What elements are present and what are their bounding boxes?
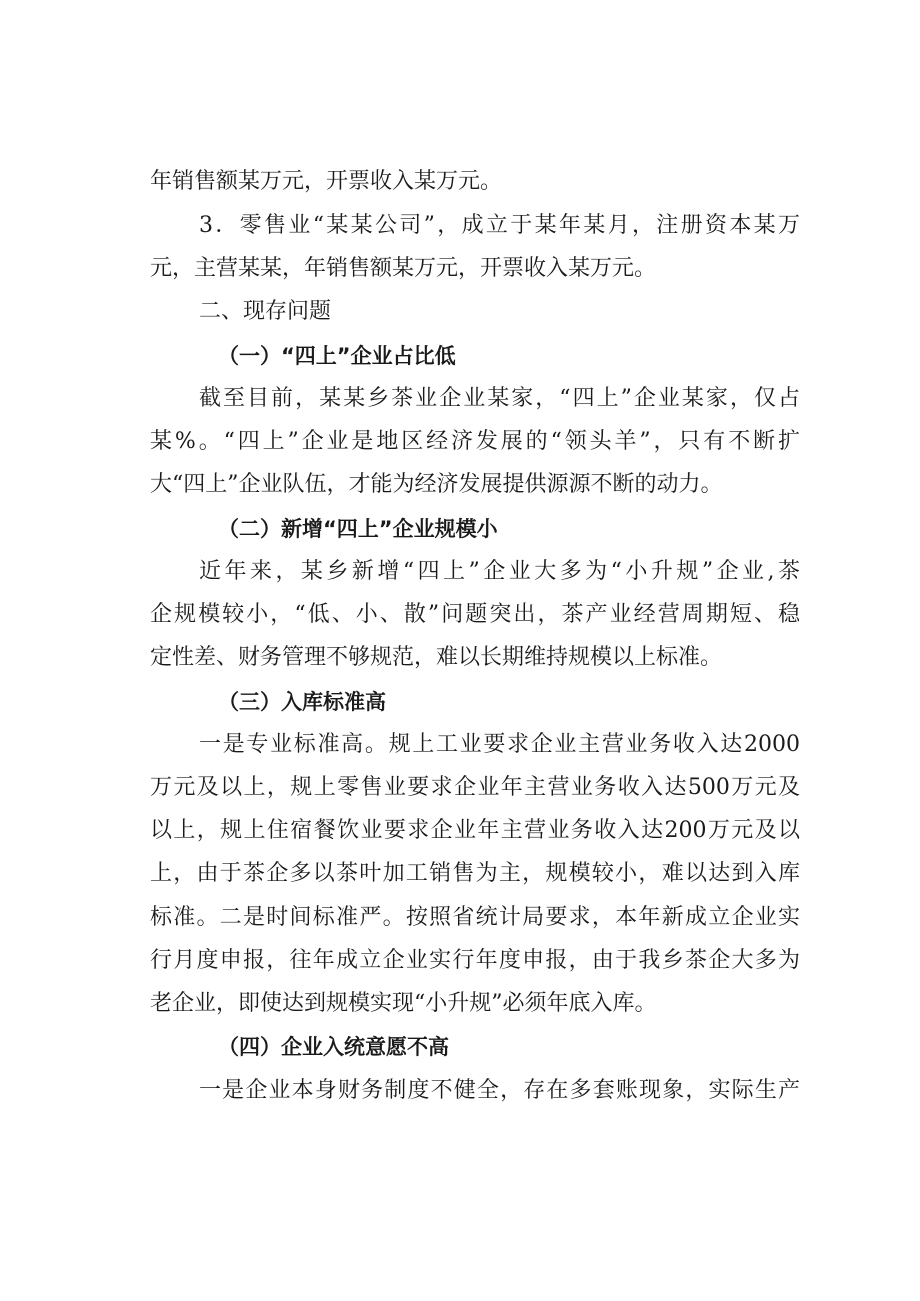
paragraph-line: 行月度申报，往年成立企业实行年度申报，由于我乡茶企大多为 — [150, 948, 800, 973]
paragraph-line: 年销售额某万元，开票收入某万元。 — [150, 169, 503, 194]
paragraph-line: 一是企业本身财务制度不健全，存在多套账现象，实际生产 — [199, 1078, 800, 1103]
paragraph-line: 一是专业标准高。规上工业要求企业主营业务收入达2000 — [199, 732, 800, 757]
subsection-title: （一）“四上”企业占比低 — [218, 344, 456, 368]
paragraph-line: 近年来，某乡新增“四上”企业大多为“小升规”企业,茶 — [199, 559, 800, 584]
paragraph-line: 截至目前，某某乡茶业企业某家，“四上”企业某家，仅占 — [199, 386, 800, 411]
paragraph-line: 大“四上”企业队伍，才能为经济发展提供源源不断的动力。 — [150, 472, 723, 497]
subsection-title: （四）企业入统意愿不高 — [218, 1035, 449, 1059]
subsection-title: （三）入库标准高 — [218, 690, 386, 714]
paragraph-line: 标准。二是时间标准严。按照省统计局要求，本年新成立企业实 — [150, 905, 800, 930]
section-heading: 二、现存问题 — [199, 299, 332, 324]
subsection-title: （二）新增“四上”企业规模小 — [218, 517, 498, 541]
paragraph-line: 3．零售业“某某公司”，成立于某年某月，注册资本某万 — [199, 213, 800, 238]
paragraph-line: 企规模较小，“低、小、散”问题突出，茶产业经营周期短、稳 — [150, 602, 800, 627]
paragraph-line: 老企业，即使达到规模实现“小升规”必须年底入库。 — [150, 991, 657, 1016]
paragraph-line: 定性差、财务管理不够规范，难以长期维持规模以上标准。 — [150, 645, 723, 670]
paragraph-line: 万元及以上，规上零售业要求企业年主营业务收入达500万元及 — [150, 775, 800, 800]
paragraph-line: 上，由于茶企多以茶叶加工销售为主，规模较小，难以达到入库 — [150, 861, 800, 886]
paragraph-line: 以上，规上住宿餐饮业要求企业年主营业务收入达200万元及以 — [150, 818, 800, 843]
paragraph-line: 某%。“四上”企业是地区经济发展的“领头羊”，只有不断扩 — [150, 429, 800, 454]
paragraph-line: 元，主营某某，年销售额某万元，开票收入某万元。 — [150, 256, 657, 281]
